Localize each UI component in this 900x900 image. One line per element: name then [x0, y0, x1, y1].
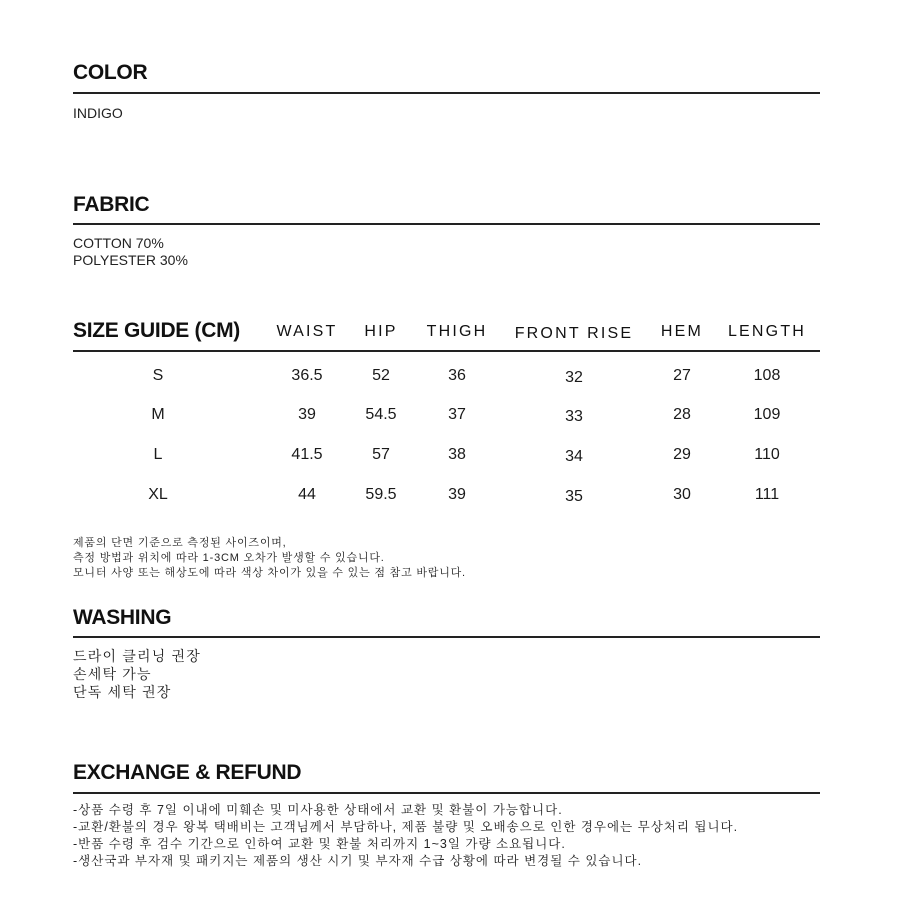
exchange-line: -반품 수령 후 검수 기간으로 인하여 교환 및 환불 처리까지 1~3일 가량 소요됩니다. [73, 837, 566, 851]
table-cell: 36.5 [291, 367, 323, 384]
fabric-divider [73, 223, 820, 225]
washing-line: 손세탁 가능 [73, 666, 152, 682]
color-heading: COLOR [73, 61, 148, 84]
color-value: INDIGO [73, 105, 123, 121]
washing-line: 드라이 클리닝 권장 [73, 648, 201, 664]
table-cell: 110 [754, 446, 780, 463]
washing-line: 단독 세탁 권장 [73, 684, 172, 700]
table-cell: 39 [448, 486, 466, 503]
table-cell: 57 [372, 446, 390, 463]
washing-instructions [73, 647, 201, 701]
table-cell: 28 [673, 406, 691, 423]
size-guide-notes [73, 536, 466, 581]
table-cell: 109 [753, 406, 781, 423]
size-note: 측정 방법과 위치에 따라 1-3CM 오차가 발생할 수 있습니다. [73, 552, 385, 564]
exchange-heading: EXCHANGE & REFUND [73, 761, 302, 784]
table-cell: 37 [448, 406, 466, 423]
size-guide-divider [73, 350, 820, 352]
table-cell: 27 [673, 367, 691, 384]
fabric-composition [73, 235, 188, 269]
table-cell: 34 [565, 448, 583, 465]
size-guide-heading: SIZE GUIDE (CM) [73, 319, 240, 342]
column-header-front-rise: FRONT RISE [514, 325, 634, 342]
table-cell: 44 [298, 486, 316, 503]
size-note: 제품의 단면 기준으로 측정된 사이즈이며, [73, 537, 287, 549]
table-cell: 38 [448, 446, 466, 463]
size-label: L [153, 446, 163, 463]
column-header-length: LENGTH [727, 323, 807, 340]
column-header-hem: HEM [660, 323, 704, 340]
table-cell: 111 [754, 486, 780, 503]
table-cell: 54.5 [365, 406, 397, 423]
size-label: XL [148, 486, 168, 503]
exchange-line: -교환/환불의 경우 왕복 택배비는 고객님께서 부담하나, 제품 불량 및 오배송으로 인한 경우에는 무상처리 됩니다. [73, 820, 739, 834]
exchange-line: -생산국과 부자재 및 패키지는 제품의 생산 시기 및 부자재 수급 상황에 따라 변경될 수 있습니다. [73, 854, 643, 868]
table-cell: 39 [298, 406, 316, 423]
table-cell: 35 [565, 488, 583, 505]
column-header-thigh: THIGH [426, 323, 488, 340]
column-header-hip: HIP [364, 323, 398, 340]
washing-divider [73, 636, 820, 638]
table-cell: 59.5 [365, 486, 397, 503]
table-cell: 30 [673, 486, 691, 503]
size-label: M [151, 406, 165, 423]
table-cell: 108 [753, 367, 781, 384]
color-divider [73, 92, 820, 94]
table-cell: 33 [565, 408, 583, 425]
table-cell: 29 [673, 446, 691, 463]
size-note: 모니터 사양 또는 해상도에 따라 색상 차이가 있을 수 있는 점 참고 바랍니다. [73, 567, 466, 579]
fabric-heading: FABRIC [73, 193, 150, 216]
exchange-line: -상품 수령 후 7일 이내에 미훼손 및 미사용한 상태에서 교환 및 환불이 가능합니다. [73, 803, 563, 817]
table-cell: 52 [372, 367, 390, 384]
table-cell: 32 [565, 369, 583, 386]
washing-heading: WASHING [73, 606, 172, 629]
fabric-line: POLYESTER 30% [73, 252, 188, 268]
column-header-waist: WAIST [276, 323, 338, 340]
exchange-divider [73, 792, 820, 794]
table-cell: 36 [448, 367, 466, 384]
size-label: S [152, 367, 164, 384]
table-cell: 41.5 [291, 446, 323, 463]
fabric-line: COTTON 70% [73, 235, 164, 251]
